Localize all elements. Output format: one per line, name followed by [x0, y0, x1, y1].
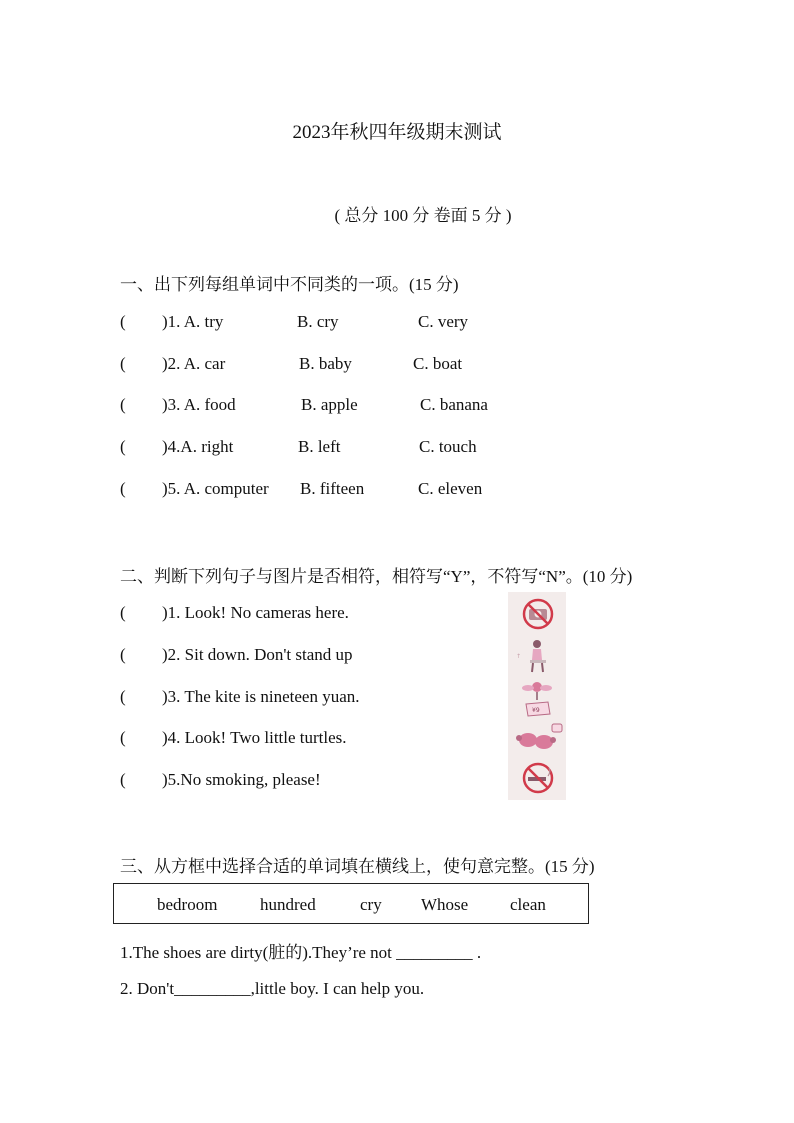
section1-heading: 一、出下列每组单词中不同类的一项。(15 分)	[120, 275, 459, 294]
section3-heading: 三、从方框中选择合适的单词填在横线上，使句意完整。(15 分)	[120, 857, 595, 876]
answer-paren[interactable]: (	[120, 687, 126, 706]
answer-paren[interactable]: (	[120, 645, 126, 664]
item-sentence: )1. Look! No cameras here.	[162, 603, 349, 622]
fill-sentence-2[interactable]: 2. Don't_________,little boy. I can help you.	[120, 979, 425, 998]
word-option: cry	[360, 895, 382, 914]
word-option: hundred	[260, 895, 316, 914]
svg-text:↑: ↑	[516, 653, 522, 660]
item-option-c: C. eleven	[418, 479, 483, 498]
item-option-c: C. banana	[420, 395, 488, 414]
item-option-b: B. cry	[297, 312, 339, 331]
sitting-girl-icon	[508, 636, 566, 676]
svg-text:¥9: ¥9	[532, 707, 540, 714]
answer-paren[interactable]: (	[120, 728, 126, 747]
item-sentence: )4. Look! Two little turtles.	[162, 728, 347, 747]
answer-paren[interactable]: (	[120, 603, 126, 622]
answer-paren[interactable]: (	[120, 395, 126, 414]
kite-price-icon	[508, 678, 566, 718]
item-option-a: )1. A. try	[162, 312, 224, 331]
answer-paren[interactable]: (	[120, 354, 126, 373]
item-option-a: )2. A. car	[162, 354, 226, 373]
item-option-c: C. boat	[413, 354, 463, 373]
word-box	[113, 883, 589, 924]
score-note: ( 总分 100 分 卷面 5 分 )	[334, 206, 512, 225]
answer-paren[interactable]: (	[120, 437, 126, 456]
item-sentence: )3. The kite is nineteen yuan.	[162, 687, 360, 706]
no-smoking-icon	[508, 758, 566, 798]
item-sentence: )2. Sit down. Don't stand up	[162, 645, 353, 664]
item-sentence: )5.No smoking, please!	[162, 770, 321, 789]
item-option-a: )3. A. food	[162, 395, 236, 414]
item-option-a: )5. A. computer	[162, 479, 269, 498]
turtles-icon	[508, 718, 566, 758]
item-option-c: C. very	[418, 312, 469, 331]
word-option: clean	[510, 895, 546, 914]
item-option-c: C. touch	[419, 437, 477, 456]
item-option-a: )4.A. right	[162, 437, 234, 456]
word-option: bedroom	[157, 895, 218, 914]
answer-paren[interactable]: (	[120, 770, 126, 789]
word-option: Whose	[421, 895, 469, 914]
fill-sentence-1[interactable]: 1.The shoes are dirty(脏的).They’re not _________ .	[120, 943, 482, 962]
item-option-b: B. fifteen	[300, 479, 365, 498]
section2-heading: 二、判断下列句子与图片是否相符，相符写“Y”，不符写“N”。(10 分)	[120, 567, 633, 586]
item-option-b: B. baby	[299, 354, 352, 373]
item-option-b: B. left	[298, 437, 341, 456]
item-option-b: B. apple	[301, 395, 358, 414]
answer-paren[interactable]: (	[120, 312, 126, 331]
answer-paren[interactable]: (	[120, 479, 126, 498]
page-title: 2023年秋四年级期末测试	[292, 122, 502, 143]
no-camera-icon	[508, 594, 566, 634]
picture-strip	[508, 592, 566, 800]
